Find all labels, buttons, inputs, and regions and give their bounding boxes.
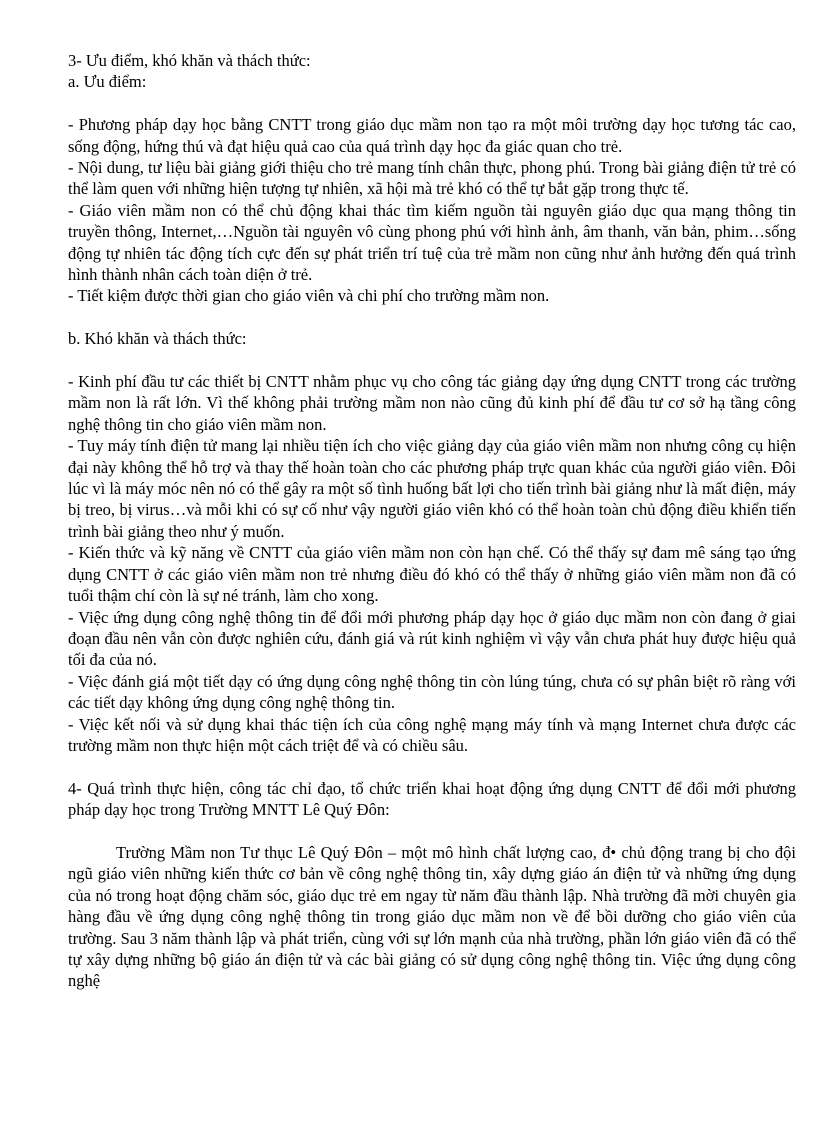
section4-heading: 4- Quá trình thực hiện, công tác chỉ đạo, tổ chức triển khai hoạt động ứng dụng CNTT để đổi mới phương pháp dạy học trong Trường MNTT Lê Quý Đôn: — [68, 778, 796, 820]
challenge-item: - Việc kết nối và sử dụng khai thác tiện ích của công nghệ mạng máy tính và mạng Internet chưa được các trường mầm non thực hiện một cách triệt để và có chiều sâu. — [68, 714, 796, 755]
advantage-item: - Giáo viên mầm non có thể chủ động khai thác tìm kiếm nguồn tài nguyên giáo dục qua mạng thông tin truyền thông, Internet,…Nguồn tài nguyên vô cùng phong phú với hình ảnh, âm thanh, văn bản, phim…sống động tự nhiên tác động tích cực đến sự phát triển trí tuệ của trẻ mầm non cũng như ảnh hưởng đến quá trình hình thành nhân cách toàn diện ở trẻ. — [68, 200, 796, 285]
advantage-item: - Nội dung, tư liệu bài giảng giới thiệu cho trẻ mang tính chân thực, phong phú. Trong bài giảng điện tử trẻ có thể làm quen với những hiện tượng tự nhiên, xã hội mà trẻ khó có thể tự bắt gặp trong thực tế. — [68, 158, 796, 199]
section3-heading: 3- Ưu điểm, khó khăn và thách thức: — [68, 51, 311, 70]
section3a-heading: a. Ưu điểm: — [68, 72, 147, 92]
spacer — [68, 756, 796, 777]
spacer — [68, 821, 796, 842]
spacer — [68, 93, 796, 114]
advantage-item: - Phương pháp dạy học bằng CNTT trong giáo dục mầm non tạo ra một môi trường dạy học tương tác cao, sống động, hứng thú và đạt hiệu quả cao của quá trình dạy học đa giác quan cho trẻ. — [68, 115, 796, 156]
section3b-heading: b. Khó khăn và thách thức: — [68, 329, 247, 349]
challenge-item: - Tuy máy tính điện tử mang lại nhiều tiện ích cho việc giảng dạy của giáo viên mầm non nhưng công cụ hiện đại này không thể hỗ trợ và thay thế hoàn toàn cho các phương pháp trực quan khác của người giáo viên. Đôi lúc vì là máy móc nên nó có thể gây ra một số tình huống bất lợi cho tiến trình bài giảng như là mất điện, máy bị treo, bị virus…và mỗi khi có sự cố như vậy người giáo viên khó có thể hoàn toàn chủ động điều khiển tiến trình bài giảng theo như ý muốn. — [68, 436, 796, 541]
document-page — [68, 50, 796, 992]
spacer — [68, 350, 796, 371]
challenge-item: - Kiến thức và kỹ năng về CNTT của giáo viên mầm non còn hạn chế. Có thể thấy sự đam mê sáng tạo ứng dụng CNTT ở các giáo viên mầm non trẻ nhưng điều đó khó có thể thấy ở những giáo viên mầm non đã có tuổi thậm chí còn là sự né tránh, làm cho xong. — [68, 543, 796, 606]
advantage-item: - Tiết kiệm được thời gian cho giáo viên và chi phí cho trường mầm non. — [68, 286, 550, 306]
challenge-item: - Việc đánh giá một tiết dạy có ứng dụng công nghệ thông tin còn lúng túng, chưa có sự phân biệt rõ ràng với các tiết dạy không ứng dụng công nghệ thông tin. — [68, 671, 796, 713]
challenge-item: - Kinh phí đầu tư các thiết bị CNTT nhằm phục vụ cho công tác giảng dạy ứng dụng CNTT trong các trường mầm non là rất lớn. Vì thế không phải trường mầm non nào cũng đủ kinh phí để đầu tư cơ sở hạ tầng công nghệ thông tin cho giáo viên mầm non. — [68, 372, 796, 434]
section4-paragraph: Trường Mầm non Tư thục Lê Quý Đôn – một mô hình chất lượng cao, đ• chủ động trang bị cho đội ngũ giáo viên những kiến thức cơ bản về công nghệ thông tin, xây dựng giáo án điện tử và những ứng dụng của nó trong hoạt động chăm sóc, giáo dục trẻ em ngay từ năm đầu thành lập. Nhà trường đã mời chuyên gia hàng đầu về ứng dụng công nghệ thông tin trong giáo dục mầm non về để bồi dưỡng cho giáo viên của trường. Sau 3 năm thành lập và phát triển, cùng với sự lớn mạnh của nhà trường, phần lớn giáo viên đã có thể tự xây dựng những bộ giáo án điện tử và các bài giảng có sử dụng công nghệ thông tin. Việc ứng dụng công nghệ — [68, 842, 796, 991]
spacer — [68, 307, 796, 328]
challenge-item: - Việc ứng dụng công nghệ thông tin để đổi mới phương pháp dạy học ở giáo dục mầm non còn đang ở giai đoạn đầu nên vẫn còn được nghiên cứu, đánh giá và rút kinh nghiệm vì vậy vẫn chưa phát huy được hiệu quả tối đa của nó. — [68, 607, 796, 670]
